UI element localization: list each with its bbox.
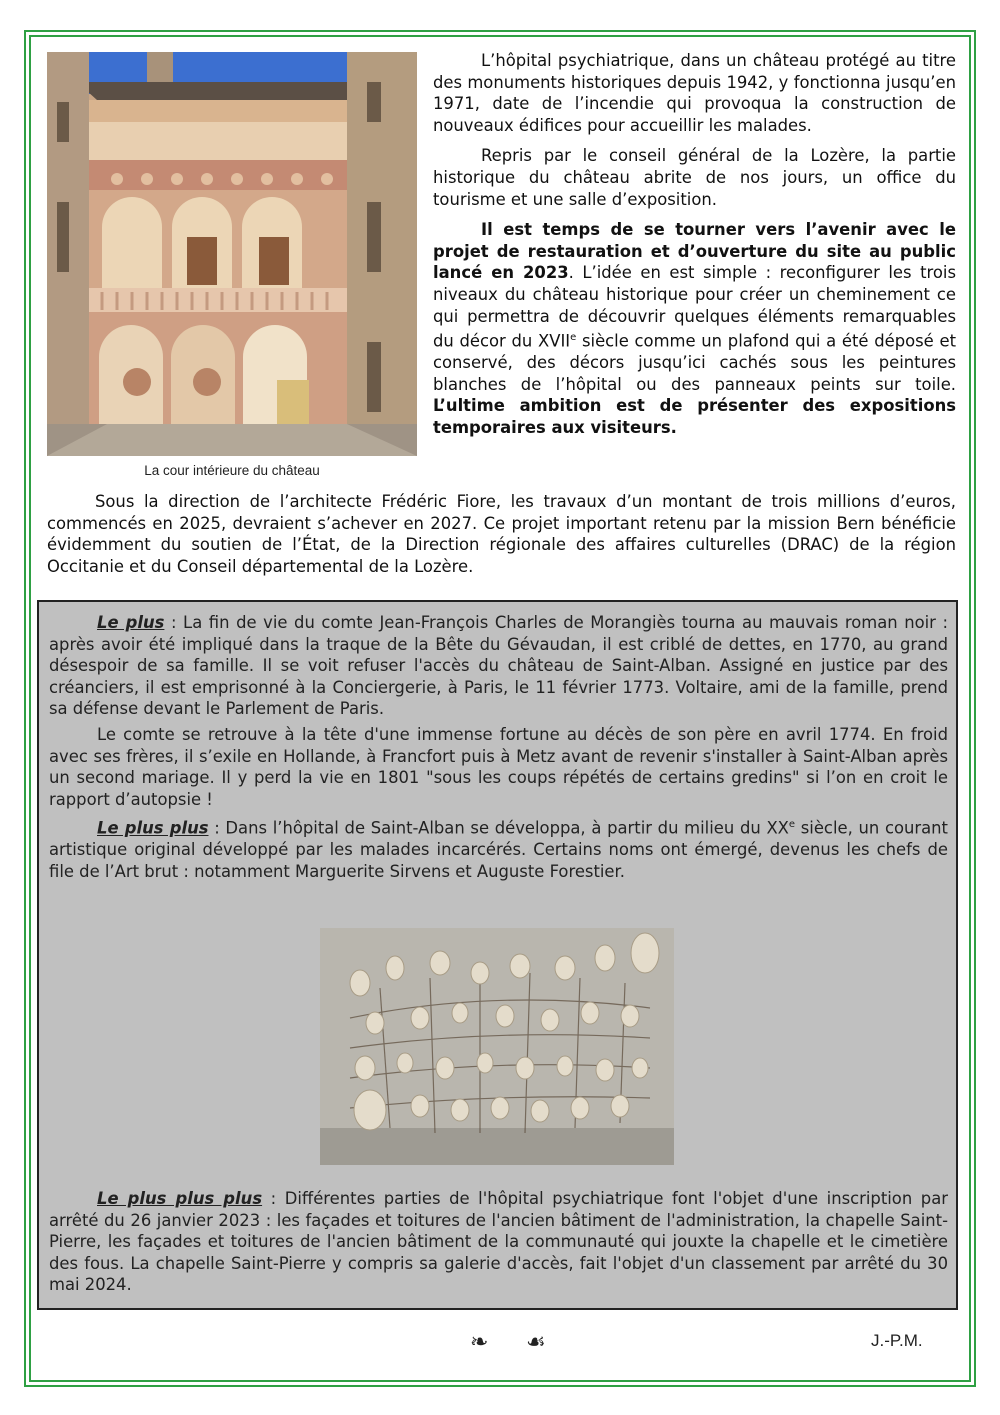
le-plus-paragraph [49,612,948,720]
restoration-ambition: L’ultime ambition est de présenter des expositions temporaires aux visiteurs. [433,396,956,437]
ornament-left-icon: ❧ [470,1330,489,1355]
le-plus-plus-plus-text: : Différentes parties de l'hôpital psychiatrique font l'objet d'une inscription par arrêté du 26 janvier 2023 : les façades et toitures de l'ancien bâtiment de l'administration, la chapelle Saint-Pierre, les façades et toitures de l'ancien bâtiment de la communauté qui jouxte la chapelle et le cimetière des fous. La chapelle Saint-Pierre y compris sa galerie d'accès, fait l'objet d'un classement par arrêté du 30 mai 2024. [49,1189,948,1295]
paragraph-current-use: Repris par le conseil général de la Lozère, la partie historique du château abrite de nos jours, un office du tourisme et une salle d’exposition. [433,146,956,209]
restoration-text: . L’idée en est simple : reconfigurer les trois niveaux du château historique pour créer un cheminement ce qui permettra de découvrir quelques éléments remarquables du décor du XVII [433,263,956,351]
author-signature: J.-P.M. [871,1331,923,1350]
le-plus-plus-plus-label: Le plus plus plus [97,1189,263,1208]
ornament-right-icon: ☙ [526,1330,546,1355]
right-column [433,50,956,448]
le-plus-paragraph-2: Le comte se retrouve à la tête d'une immense fortune au décès de son père en avril 1774. En froid avec ses frères, il s’exile en Hollande, à Francfort puis à Metz avant de revenir s'installer à Saint-Alban après un second mariage. Il y perd la vie en 1801 "sous les coups répétés de certains gredins" si l’on en croit le rapport d’autopsie ! [49,724,948,809]
works-text: Sous la direction de l’architecte Frédéric Fiore, les travaux d’un montant de trois millions d’euros, commencés en 2025, devraient s’achever en 2027. Ce projet important retenu par la mission Bern bénéficie évidemment du soutien de l’État, de la Direction régionale des affaires culturelles (DRAC) de la région Occitanie et du Conseil départemental de la Lozère. [47,492,956,576]
le-plus-plus-text: : Dans l’hôpital de Saint-Alban se développa, à partir du milieu du XX [208,818,789,838]
restoration-text-2: siècle comme un plafond qui a été déposé et conservé, des décors jusqu’ici cachés sous les peintures blanches de l’hôpital ou des panneaux peints sur toile. [433,331,956,394]
paragraph-restoration [433,219,956,438]
le-plus-section [49,612,948,887]
info-box [37,600,958,1310]
le-plus-label: Le plus [97,613,165,632]
le-plus-text: : La fin de vie du comte Jean-François Charles de Morangiès tourna au mauvais roman noir : après avoir été impliqué dans la traque de la Bête du Gévaudan, il est criblé de dettes, en 1770, au grand désespoir de sa famille. Il se voit refuser l'accès du château de Saint-Alban. Assigné en justice par des créanciers, il est emprisonné à la Conciergerie, à Paris, le 11 février 1773. Voltaire, ami de la famille, prend sa défense devant le Parlement de Paris. [49,613,948,719]
century-superscript-2: e [788,819,796,831]
le-plus-plus-paragraph [49,814,948,882]
le-plus-plus-plus-paragraph [49,1188,948,1296]
le-plus-plus-text-2: siècle, un courant artistique original développé par les malades incarcérés. Certains noms ont émergé, devenus les chefs de file de l’Art brut : notamment Marguerite Sirvens et Auguste Forestier. [49,818,948,881]
courtyard-photo [47,52,417,456]
paragraph-history: L’hôpital psychiatrique, dans un château protégé au titre des monuments historiques depuis 1942, y fonctionna jusqu’en 1971, date de l’incendie qui provoqua la construction de nouveaux édifices pour accueillir les malades. [433,51,956,135]
le-plus-plus-plus-section [49,1188,948,1300]
art-brut-sculpture-photo [320,928,674,1165]
photo-caption: La cour intérieure du château [144,463,320,478]
century-superscript: e [570,332,577,344]
restoration-lead: Il est temps de se tourner vers l’avenir avec le projet de restauration et d’ouverture du site au public lancé en 2023 [433,220,956,283]
le-plus-plus-label: Le plus plus [97,818,209,838]
paragraph-works [47,491,956,577]
